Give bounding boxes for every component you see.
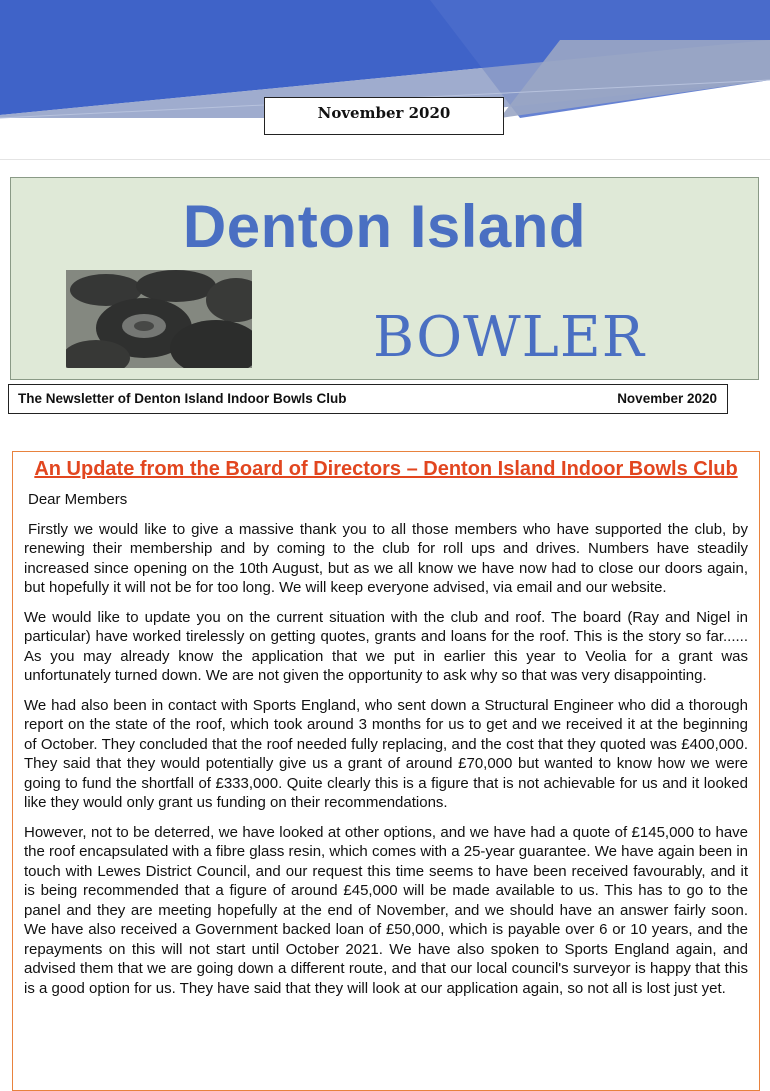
masthead [10,177,759,380]
article-box [12,451,760,1091]
article-greeting: Dear Members [28,491,128,508]
bowls-photo-icon [66,270,252,368]
newsletter-title: Denton Island [182,193,587,260]
newsletter-tagline: The Newsletter of Denton Island Indoor Bowls Club [18,391,347,406]
tagline-bar [8,384,728,414]
article-paragraph: However, not to be deterred, we have looked at other options, and we have had a quote of £145,000 to have the roof encapsulated with a fibre glass resin, which comes with a 25-year guarantee. We have again been in touch with Lewes District Council, and our request this time seems to have been received favourably, and it is being recommended that a figure of around £45,000 will be made available to us. This has to go to the panel and they are meeting hopefully at the end of November, and we should have an answer fairly soon. We have also received a Government backed loan of £50,000, which is payable over 6 or 10 years, and the repayments on this will not start until October 2021. We have also spoken to Sports England again, and advised them that we are going down a different route, and that our local council's surveyor is happy that this is a good option for us. They have said that they will look at our application again, so not all is lost just yet. [24,823,748,997]
header-banner [0,0,770,160]
issue-date-box: November 2020 [264,97,504,135]
newsletter-subtitle: BOWLER [373,305,645,370]
article-paragraph: Firstly we would like to give a massive thank you to all those members who have supported the club, by renewing their membership and by coming to the club for roll ups and drives. Numbers have steadily increased since opening on the 10th August, but as we all know we have now had to close our doors again, but hopefully it will not be for too long. We will keep everyone advised, via email and our website. [24,520,748,596]
article-paragraph: We had also been in contact with Sports England, who sent down a Structural Engineer who did a thorough report on the state of the roof, which took around 3 months for us to get and we received it at the beginning of October. They concluded that the roof needed fully replacing, and the cost that they quoted was £400,000. They said that they would potentially give us a grant of around £70,000 but wanted to know how we were going to fund the shortfall of £333,000. Quite clearly this is a figure that is not achievable for us and it looked like they would only grant us funding on their recommendations. [24,696,748,811]
article-headline: An Update from the Board of Directors – Denton Island Indoor Bowls Club [34,458,738,480]
article-paragraph: We would like to update you on the current situation with the club and roof. The board (Ray and Nigel in particular) have worked tirelessly on getting quotes, grants and loans for the roof. This is the story so far...... As you may already know the application that we put in earlier this year to Veolia for a grant was unfortunately turned down. We are not given the opportunity to ask why so that was very disappointing. [24,608,748,684]
tagline-date: November 2020 [617,391,717,406]
